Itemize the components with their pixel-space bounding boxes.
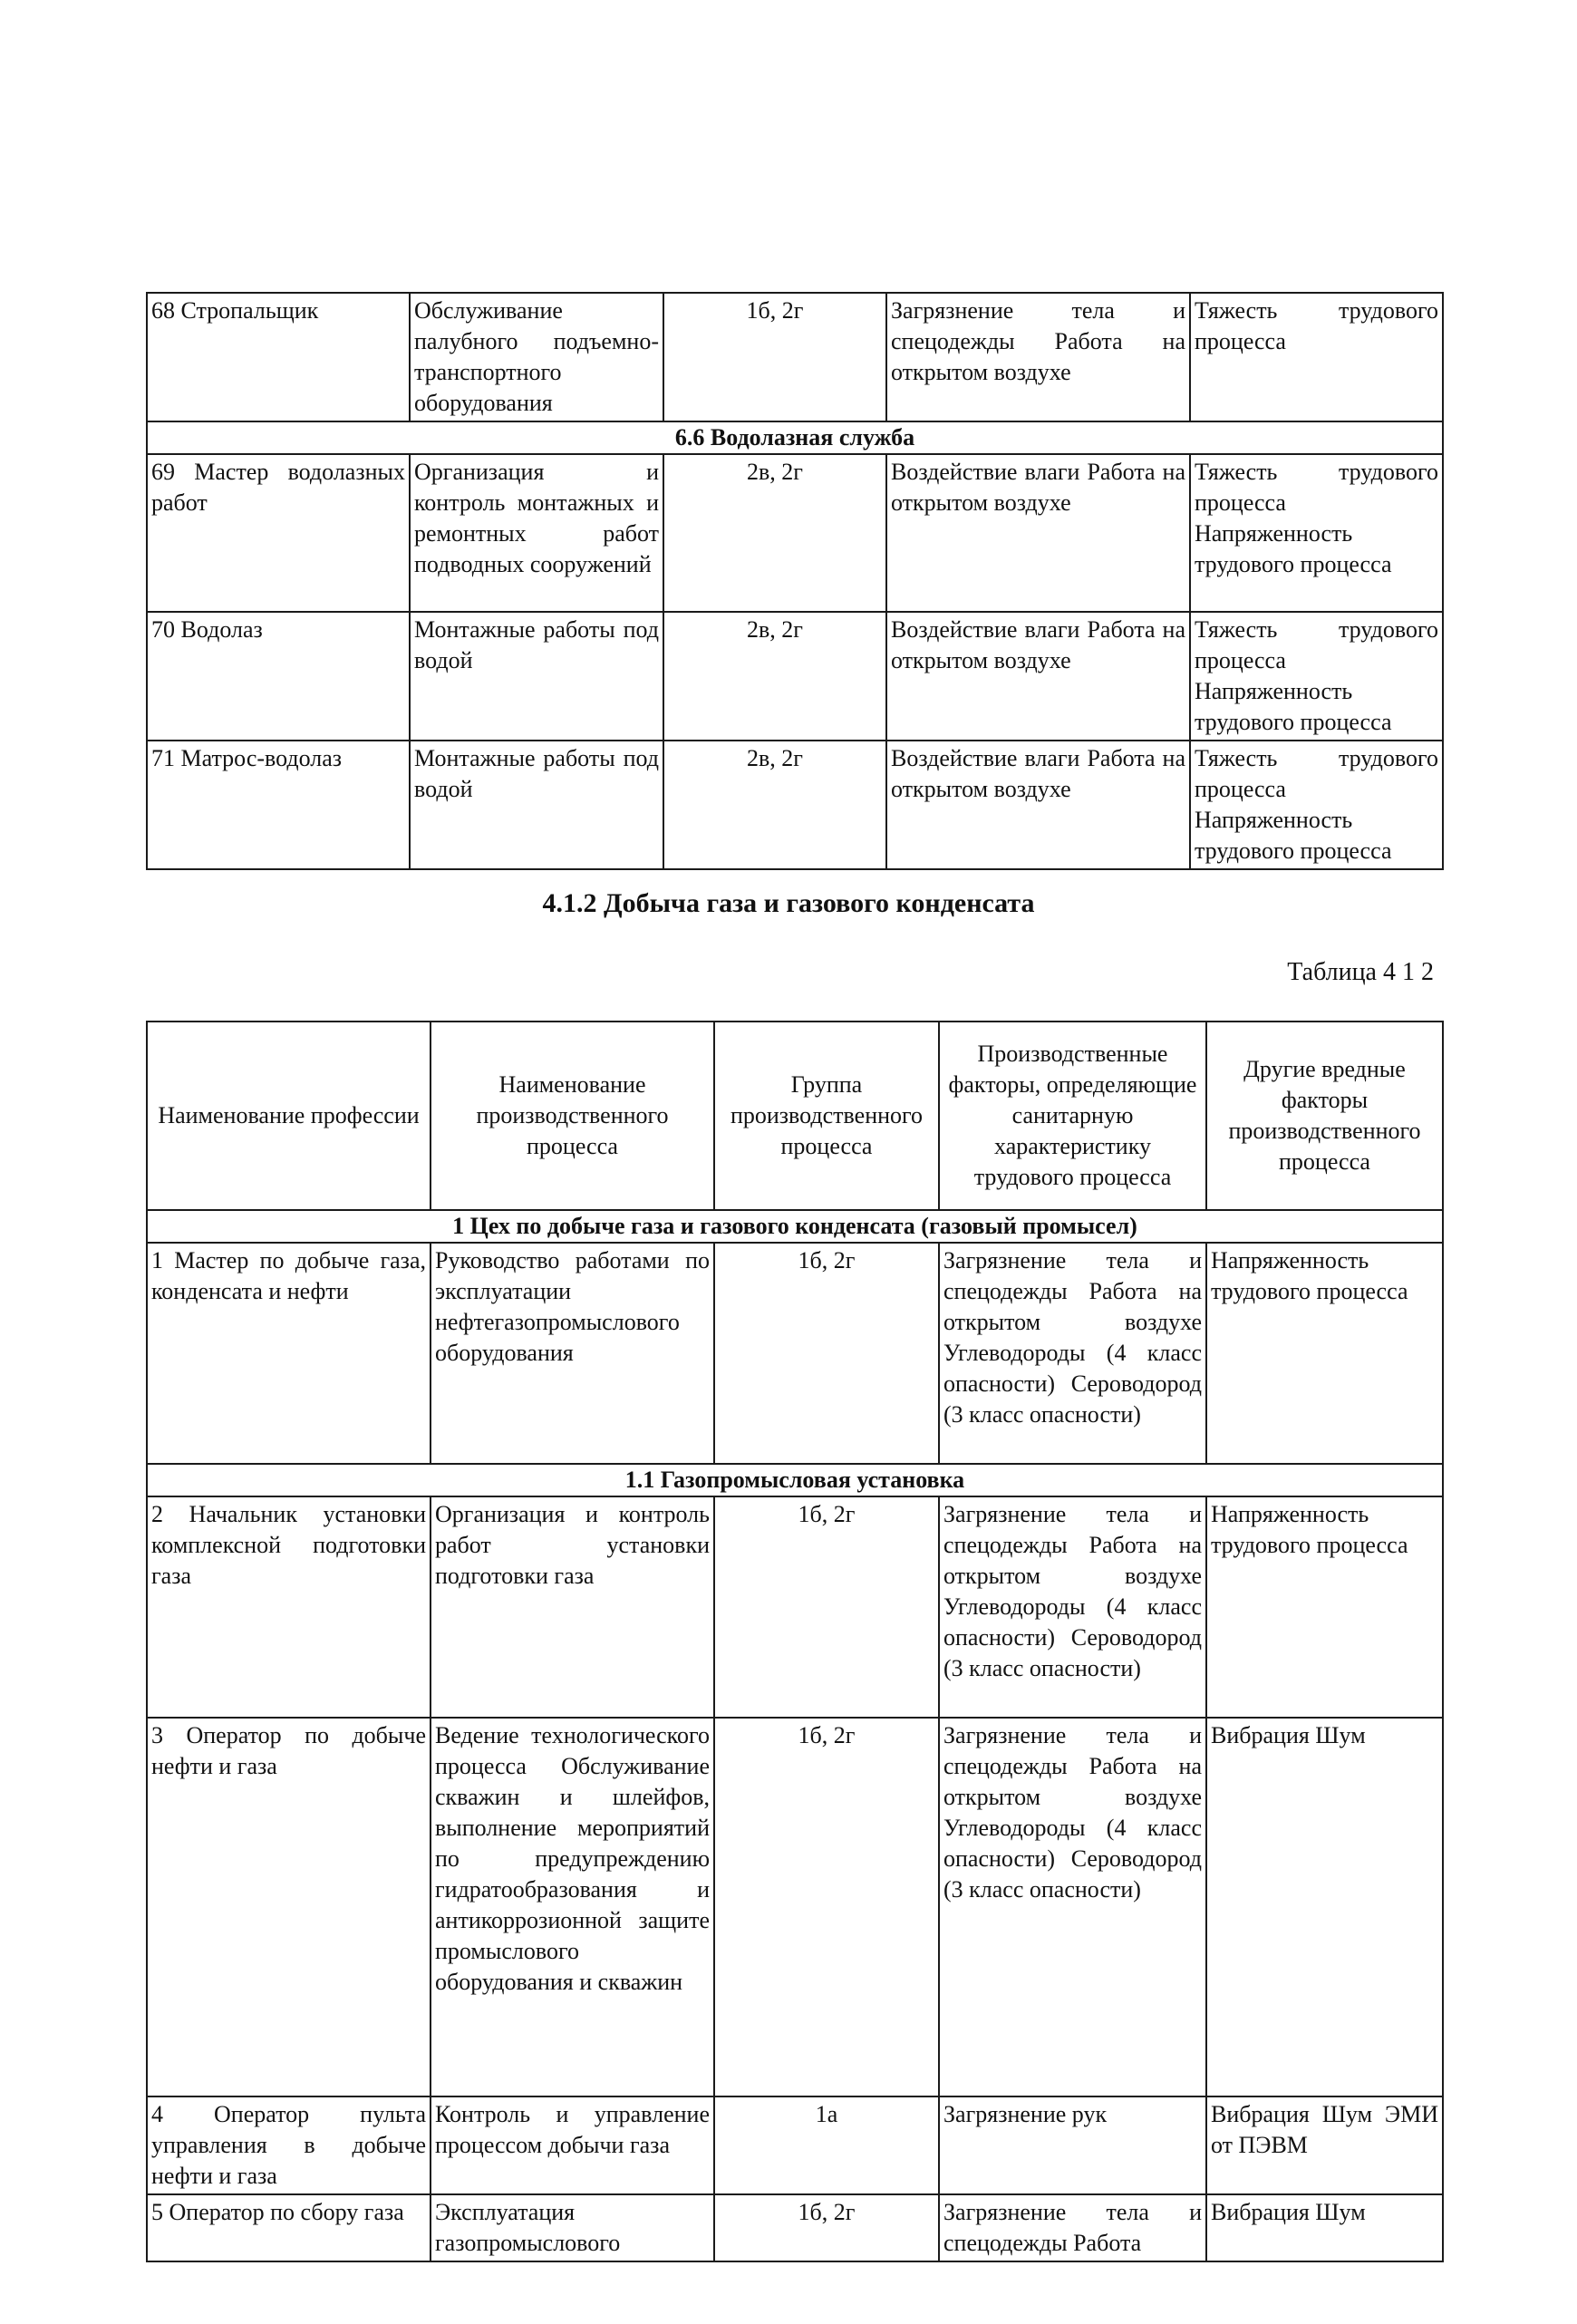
table-row: [147, 2096, 1443, 2194]
table-row: [147, 1718, 1443, 2096]
section-title: 6.6 Водолазная служба: [147, 421, 1443, 454]
process-cell: Организация и контроль работ установки подготовки газа: [431, 1496, 714, 1718]
group-cell: 1а: [714, 2096, 939, 2194]
section-row: [147, 421, 1443, 454]
other-factors-cell: Вибрация Шум ЭМИ от ПЭВМ: [1206, 2096, 1443, 2194]
header-profession: Наименование профессии: [147, 1022, 431, 1210]
process-cell: Организация и контроль монтажных и ремонтных работ подводных сооружений: [410, 454, 663, 612]
group-cell: 1б, 2г: [714, 1496, 939, 1718]
factors-cell: Воздействие влаги Работа на открытом воздухе: [886, 741, 1190, 869]
other-factors-cell: Вибрация Шум: [1206, 2194, 1443, 2261]
table-row: [147, 454, 1443, 612]
group-cell: 1б, 2г: [714, 1718, 939, 2096]
profession-cell: 70 Водолаз: [147, 612, 410, 741]
header-factors: Производственные факторы, определяющие санитарную характеристику трудового процесса: [939, 1022, 1206, 1210]
group-cell: 1б, 2г: [663, 293, 886, 421]
factors-cell: Воздействие влаги Работа на открытом воздухе: [886, 612, 1190, 741]
profession-cell: 3 Оператор по добыче нефти и газа: [147, 1718, 431, 2096]
header-process: Наименование производственного процесса: [431, 1022, 714, 1210]
other-factors-cell: Тяжесть трудового процесса Напряженность трудового процесса: [1190, 612, 1443, 741]
process-cell: Ведение технологического процесса Обслуживание скважин и шлейфов, выполнение мероприятий по предупреждению гидратообразования и антикоррозионной защите промыслового оборудования и скважин: [431, 1718, 714, 2096]
profession-cell: 1 Мастер по добыче газа, конденсата и нефти: [147, 1243, 431, 1464]
table-number-label: Таблица 4 1 2: [1287, 958, 1434, 986]
table-row: [147, 612, 1443, 741]
profession-cell: 71 Матрос-водолаз: [147, 741, 410, 869]
other-factors-cell: Тяжесть трудового процесса Напряженность трудового процесса: [1190, 454, 1443, 612]
other-factors-cell: Тяжесть трудового процесса: [1190, 293, 1443, 421]
group-cell: 2в, 2г: [663, 612, 886, 741]
section-row: [147, 1210, 1443, 1243]
factors-cell: Загрязнение тела и спецодежды Работа на открытом воздухе: [886, 293, 1190, 421]
other-factors-cell: Напряженность трудового процесса: [1206, 1496, 1443, 1718]
factors-cell: Загрязнение тела и спецодежды Работа: [939, 2194, 1206, 2261]
profession-cell: 69 Мастер водолазных работ: [147, 454, 410, 612]
section-title: 1 Цех по добыче газа и газового конденсата (газовый промысел): [147, 1210, 1443, 1243]
table-sea-services: [146, 292, 1444, 870]
profession-cell: 4 Оператор пульта управления в добыче нефти и газа: [147, 2096, 431, 2194]
other-factors-cell: Тяжесть трудового процесса Напряженность трудового процесса: [1190, 741, 1443, 869]
process-cell: Обслуживание палубного подъемно-транспортного оборудования: [410, 293, 663, 421]
profession-cell: 68 Стропальщик: [147, 293, 410, 421]
table-row: [147, 2194, 1443, 2261]
table-row: [147, 293, 1443, 421]
table-gas-production: [146, 1021, 1444, 2262]
factors-cell: Загрязнение рук: [939, 2096, 1206, 2194]
group-cell: 1б, 2г: [714, 1243, 939, 1464]
process-cell: Монтажные работы под водой: [410, 741, 663, 869]
group-cell: 1б, 2г: [714, 2194, 939, 2261]
header-other-factors: Другие вредные факторы производственного процесса: [1206, 1022, 1443, 1210]
other-factors-cell: Напряженность трудового процесса: [1206, 1243, 1443, 1464]
process-cell: Руководство работами по эксплуатации нефтегазопромыслового оборудования: [431, 1243, 714, 1464]
process-cell: Контроль и управление процессом добычи газа: [431, 2096, 714, 2194]
other-factors-cell: Вибрация Шум: [1206, 1718, 1443, 2096]
table-row: [147, 1243, 1443, 1464]
profession-cell: 5 Оператор по сбору газа: [147, 2194, 431, 2261]
profession-cell: 2 Начальник установки комплексной подготовки газа: [147, 1496, 431, 1718]
factors-cell: Загрязнение тела и спецодежды Работа на открытом воздухе Углеводороды (4 класс опасности) Сероводород (3 класс опасности): [939, 1718, 1206, 2096]
process-cell: Эксплуатация газопромыслового: [431, 2194, 714, 2261]
factors-cell: Загрязнение тела и спецодежды Работа на открытом воздухе Углеводороды (4 класс опасности) Сероводород (3 класс опасности): [939, 1243, 1206, 1464]
factors-cell: Воздействие влаги Работа на открытом воздухе: [886, 454, 1190, 612]
table-row: [147, 741, 1443, 869]
section-row: [147, 1464, 1443, 1496]
group-cell: 2в, 2г: [663, 454, 886, 612]
factors-cell: Загрязнение тела и спецодежды Работа на открытом воздухе Углеводороды (4 класс опасности) Сероводород (3 класс опасности): [939, 1496, 1206, 1718]
table-header-row: [147, 1022, 1443, 1210]
process-cell: Монтажные работы под водой: [410, 612, 663, 741]
table-row: [147, 1496, 1443, 1718]
section-title: 1.1 Газопромысловая установка: [147, 1464, 1443, 1496]
header-group: Группа производственного процесса: [714, 1022, 939, 1210]
group-cell: 2в, 2г: [663, 741, 886, 869]
section-heading: 4.1.2 Добыча газа и газового конденсата: [542, 888, 1035, 918]
